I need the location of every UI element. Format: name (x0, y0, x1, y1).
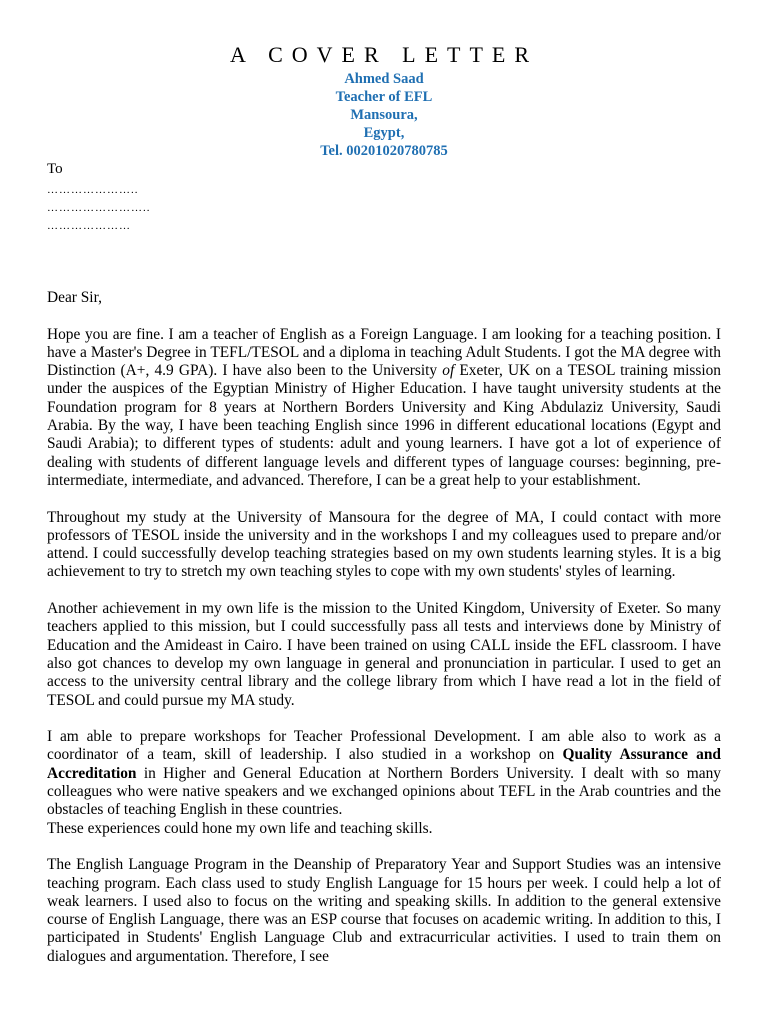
recipient-line-1: ………………….. (47, 184, 139, 196)
letter-body (47, 289, 721, 984)
sender-phone: Tel. 00201020780785 (320, 143, 448, 159)
recipient-to-label: To (47, 161, 63, 177)
paragraph-introduction (47, 326, 721, 491)
paragraph-experiences: These experiences could hone my own life and teaching skills. (47, 819, 433, 837)
sender-country: Egypt, (363, 125, 405, 141)
paragraph-introduction-italic: of (442, 362, 455, 380)
sender-name: Ahmed Saad (344, 71, 424, 87)
paragraph-introduction-part-2: Exeter, UK on a TESOL training mission under the auspices of the Egyptian Ministry of Higher Education. I have taught university students at the Foundation program for 8 years at Northern Borders University and King Abdulaziz University, Saudi Arabia. By the way, I have been teaching English since 1996 in different educational locations (Egypt and Saudi Arabia); to different types of students: adult and young learners. I have got a lot of experience of dealing with students of different language levels and different types of language courses: beginning, pre-intermediate, intermediate, and advanced. Therefore, I can be a great help to your establishment. (47, 362, 721, 489)
paragraph-uk-mission: Another achievement in my own life is the mission to the United Kingdom, University of Exeter. So many teachers applied to this mission, but I could successfully pass all tests and interviews done by Ministry of Education and the Amideast in Cairo. I have been trained on using CALL inside the EFL classroom. I have also got chances to develop my own language in general and pronunciation in particular. I used to get an access to the university central library and the college library from which I have read a lot in the field of TESOL and could pursue my MA study. (47, 600, 721, 709)
sender-city: Mansoura, (350, 107, 418, 123)
paragraph-workshops-bold: Quality Assurance and Accreditation (47, 746, 721, 782)
sender-position: Teacher of EFL (335, 89, 433, 105)
paragraph-ma-study: Throughout my study at the University of Mansoura for the degree of MA, I could contact with more professors of TESOL inside the university and in the workshops I and my colleagues used to prepare and/or attend. I could successfully develop teaching strategies based on my own students learning styles. It is a big achievement to try to stretch my own teaching styles to cope with my own students' styles of learning. (47, 508, 721, 581)
paragraph-workshops-part-1: I am able to prepare workshops for Teacher Professional Development. I am able also to work as a coordinator of a team, skill of leadership. I also studied in a workshop on (47, 728, 721, 764)
salutation: Dear Sir, (47, 289, 102, 306)
sender-contact-block (0, 70, 768, 160)
paragraph-workshops-part-2: in Higher and General Education at Northern Borders University. I dealt with so many colleagues who were native speakers and we exchanged opinions about TEFL in the Arab countries and the obstacles of teaching English in these countries. (47, 764, 721, 819)
paragraph-introduction-part-1: Hope you are fine. I am a teacher of English as a Foreign Language. I am looking for a teaching position. I have a Master's Degree in TEFL/TESOL and a diploma in teaching Adult Students. I got the MA degree with Distinction (A+, 4.9 GPA). I have also been to the University (47, 325, 721, 380)
paragraph-english-program: The English Language Program in the Deanship of Preparatory Year and Support Studies was an intensive teaching program. Each class used to study English Language for 15 hours per week. I could help a lot of weak learners. I used also to focus on the writing and speaking skills. In addition to the general extensive course of English Language, there was an ESP course that focuses on academic writing. In addition to this, I participated in Students' English Language Club and extracurricular activities. I used to train them on dialogues and argumentation. Therefore, I see (47, 856, 721, 965)
recipient-line-3: ………………… (47, 220, 131, 232)
recipient-line-2: …………………….. (47, 202, 151, 214)
document-title: A COVER LETTER (229, 42, 539, 67)
paragraph-workshops (47, 728, 721, 819)
